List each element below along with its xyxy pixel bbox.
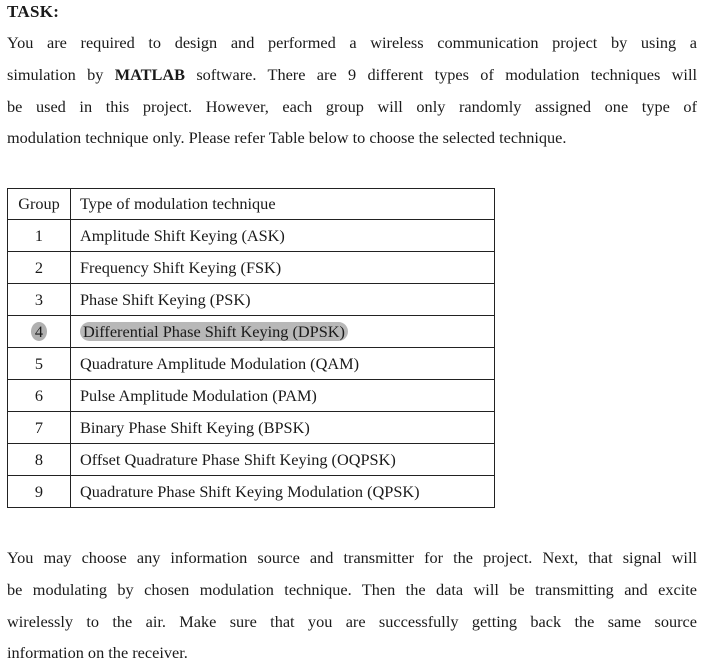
type-cell: Binary Phase Shift Keying (BPSK) bbox=[71, 412, 495, 444]
header-group: Group bbox=[8, 189, 71, 220]
task-heading: TASK: bbox=[7, 2, 60, 21]
matlab-bold: MATLAB bbox=[114, 64, 185, 84]
closing-line-2: be modulating by chosen modulation technique. Then the data will be transmitting and excite bbox=[7, 579, 697, 599]
intro-line-2 bbox=[7, 59, 697, 91]
group-cell: 5 bbox=[8, 348, 71, 380]
intro-line-2-post: software. There are 9 different types of modulation techniques will bbox=[184, 64, 697, 84]
group-cell: 7 bbox=[8, 412, 71, 444]
group-cell: 9 bbox=[8, 476, 71, 508]
closing-paragraph bbox=[7, 542, 697, 669]
type-cell bbox=[71, 316, 495, 348]
table-row bbox=[8, 220, 495, 252]
type-cell: Frequency Shift Keying (FSK) bbox=[71, 252, 495, 284]
intro-line-4: modulation technique only. Please refer Table below to choose the selected technique. bbox=[7, 128, 567, 148]
intro-paragraph bbox=[7, 27, 697, 154]
table-row bbox=[8, 412, 495, 444]
group-cell: 2 bbox=[8, 252, 71, 284]
group-cell bbox=[8, 316, 71, 348]
table-row bbox=[8, 348, 495, 380]
intro-line-3: be used in this project. However, each group will only randomly assigned one type of bbox=[7, 96, 697, 116]
group-cell: 8 bbox=[8, 444, 71, 476]
type-cell: Pulse Amplitude Modulation (PAM) bbox=[71, 380, 495, 412]
group-cell: 1 bbox=[8, 220, 71, 252]
type-cell: Quadrature Phase Shift Keying Modulation (QPSK) bbox=[71, 476, 495, 508]
modulation-table bbox=[7, 188, 495, 508]
intro-line-2-pre: simulation by bbox=[7, 64, 115, 84]
highlighted-group: 4 bbox=[31, 322, 47, 341]
closing-line-1: You may choose any information source and transmitter for the project. Next, that signal will bbox=[7, 548, 697, 567]
type-cell: Phase Shift Keying (PSK) bbox=[71, 284, 495, 316]
closing-line-4: information on the receiver. bbox=[7, 643, 188, 663]
table-row-highlighted bbox=[8, 316, 495, 348]
table-row bbox=[8, 476, 495, 508]
header-type: Type of modulation technique bbox=[71, 189, 495, 220]
group-cell: 6 bbox=[8, 380, 71, 412]
closing-line-3: wirelessly to the air. Make sure that you are successfully getting back the same source bbox=[7, 611, 697, 631]
table-row bbox=[8, 380, 495, 412]
type-cell: Amplitude Shift Keying (ASK) bbox=[71, 220, 495, 252]
table-header-row bbox=[8, 189, 495, 220]
table-row bbox=[8, 252, 495, 284]
table-row bbox=[8, 444, 495, 476]
highlighted-type: Differential Phase Shift Keying (DPSK) bbox=[80, 322, 348, 341]
type-cell: Quadrature Amplitude Modulation (QAM) bbox=[71, 348, 495, 380]
table-row bbox=[8, 284, 495, 316]
intro-line-1: You are required to design and performed a wireless communication project by using a bbox=[7, 33, 697, 52]
group-cell: 3 bbox=[8, 284, 71, 316]
type-cell: Offset Quadrature Phase Shift Keying (OQPSK) bbox=[71, 444, 495, 476]
